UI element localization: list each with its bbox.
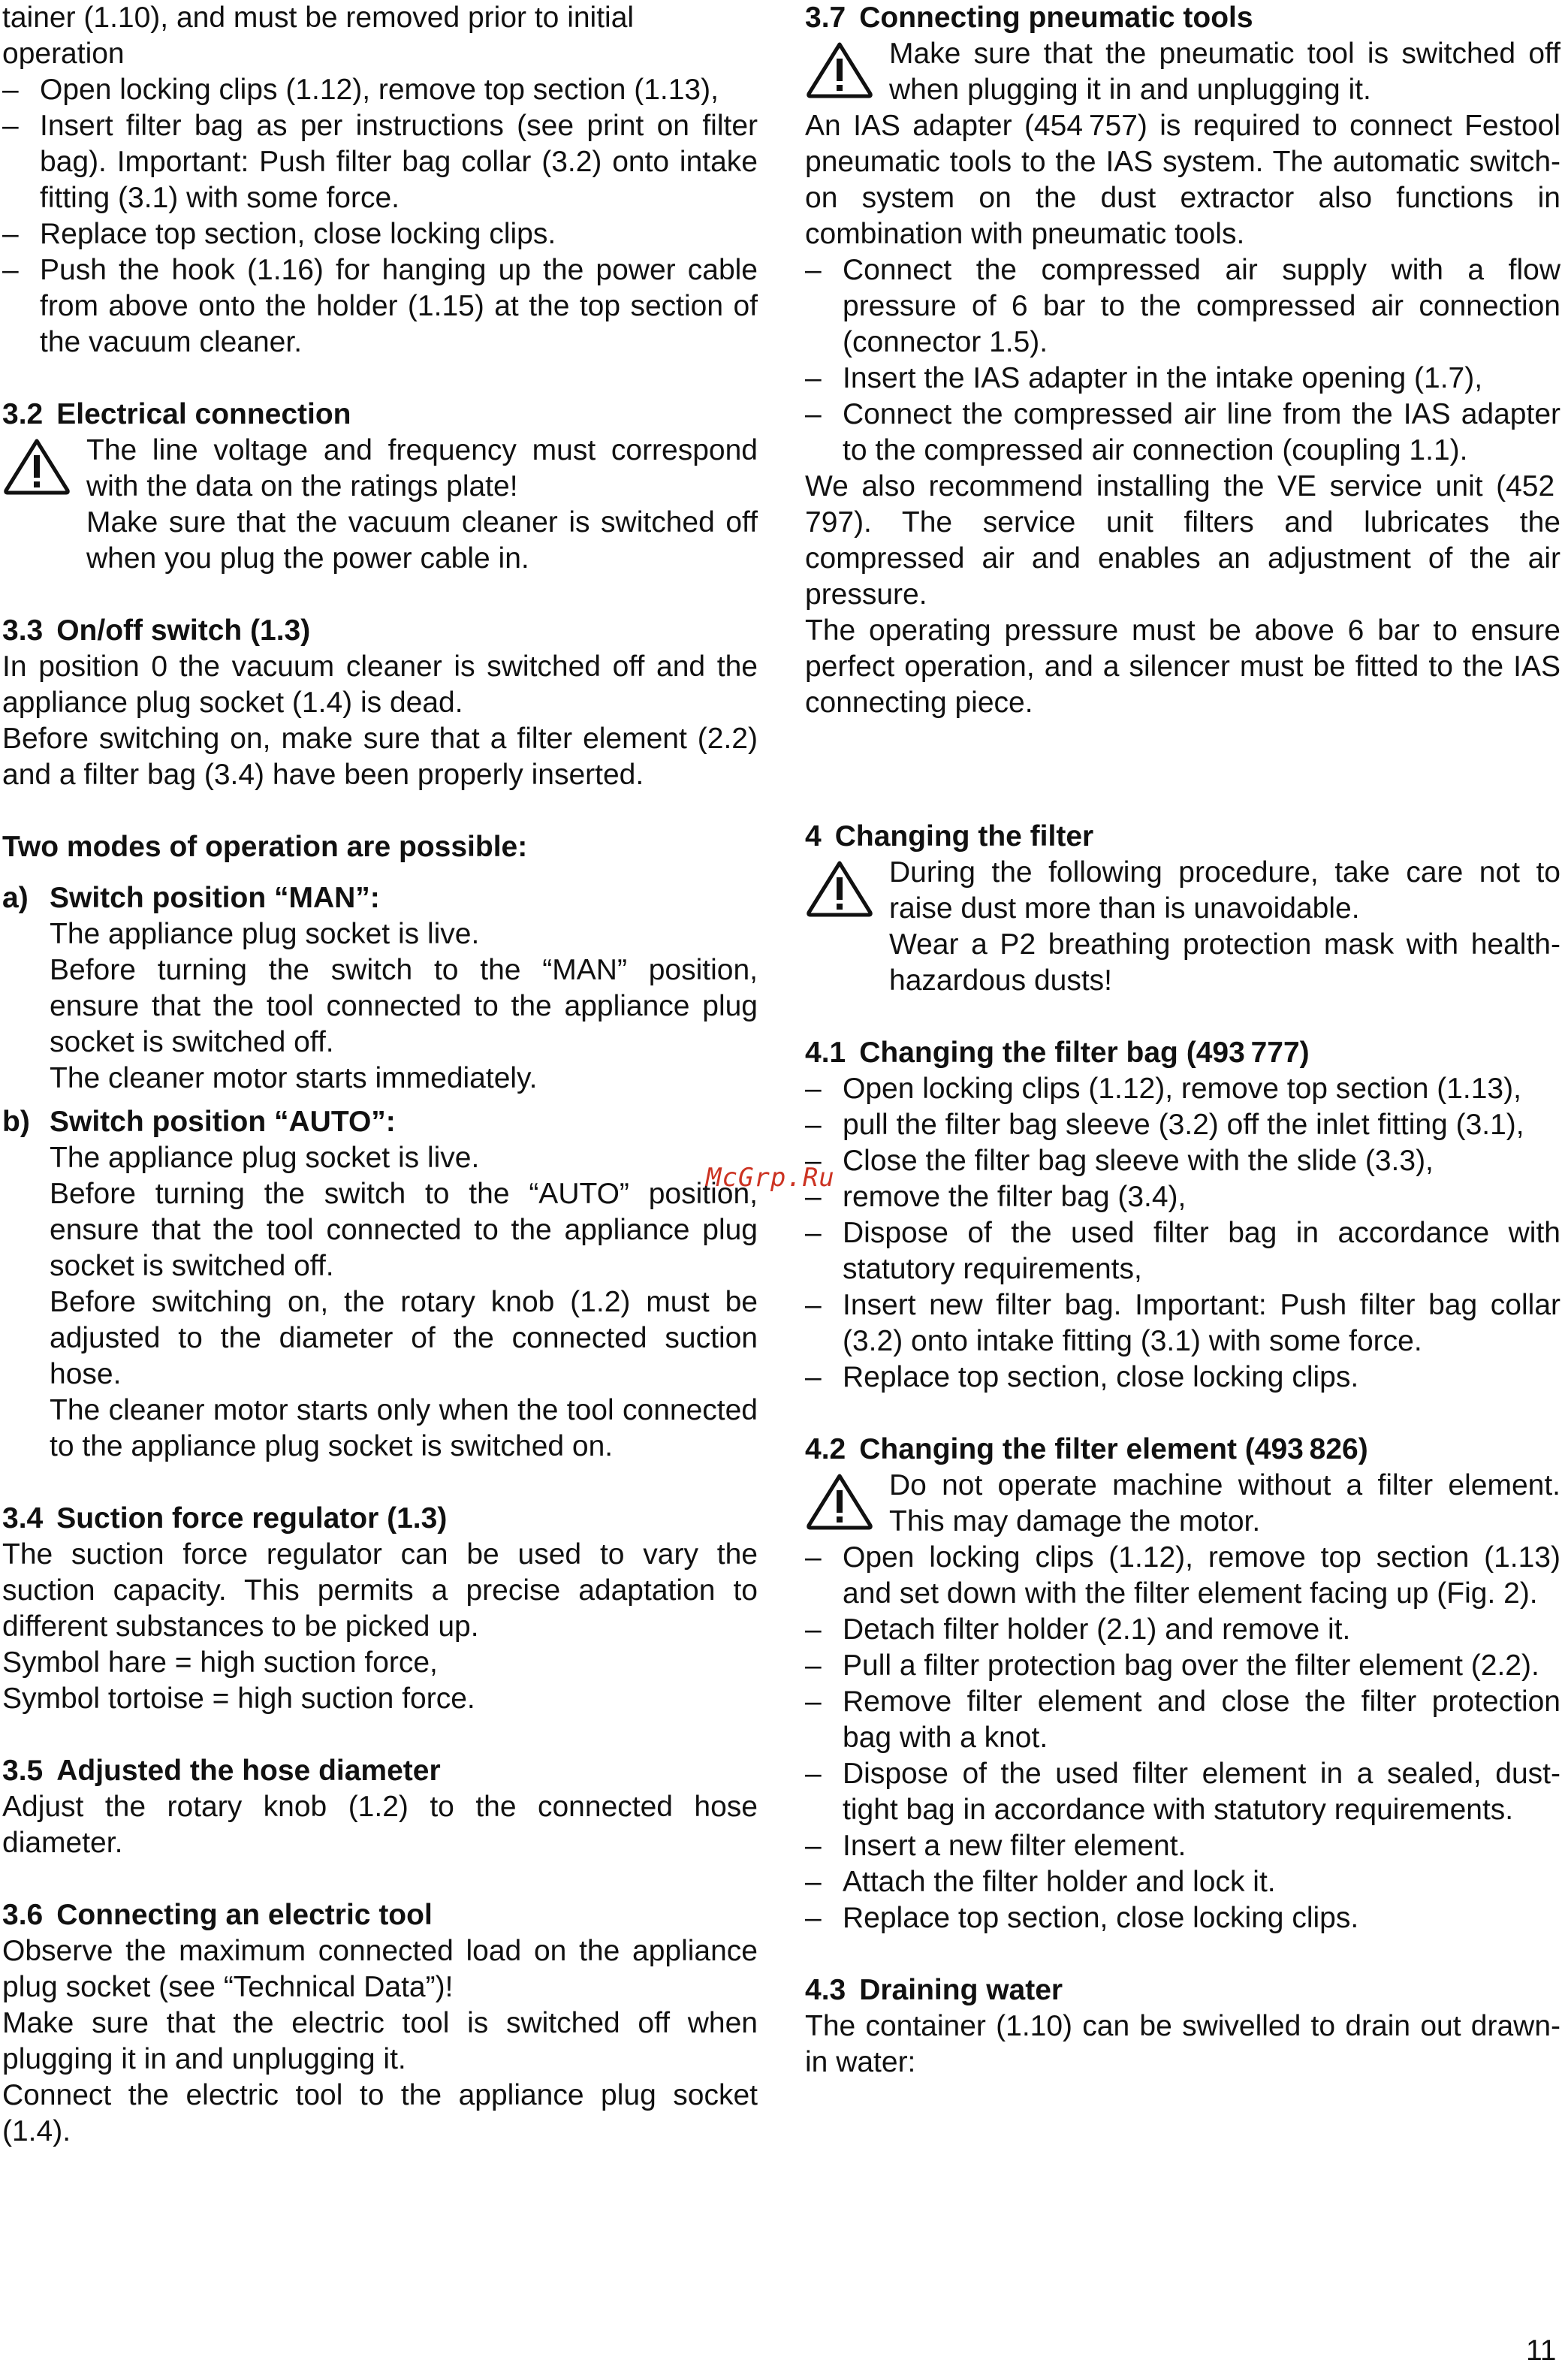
- mode-title: Switch position “AUTO”:: [50, 1106, 396, 1138]
- mode-label: b): [2, 1106, 30, 1138]
- paragraph: The suction force regulator can be used to vary the suction capacity. This permits a precise adaptation to different substances to be picked up.: [2, 1538, 758, 1643]
- list-item: – Detach filter holder (2.1) and remove it.: [805, 1612, 1560, 1648]
- list-item: – Replace top section, close locking clips.: [805, 1360, 1560, 1396]
- section-heading-3-3: 3.3 On/off switch (1.3): [2, 614, 311, 647]
- intro-line: operation: [2, 38, 125, 70]
- list-item: – Insert the IAS adapter in the intake opening (1.7),: [805, 361, 1560, 397]
- warning-block: [805, 855, 1560, 999]
- list-item: – Remove filter element and close the filter protection bag with a knot.: [805, 1684, 1560, 1756]
- paragraph: We also recommend installing the VE service unit (452 797). The service unit filters and lubricates the compressed air and enables an adjustment of the air pressure.: [805, 470, 1560, 611]
- section-heading-3-6: 3.6 Connecting an electric tool: [2, 1899, 433, 1931]
- paragraph: Symbol tortoise = high suction force.: [2, 1682, 475, 1715]
- mode-text: Before switching on, the rotary knob (1.2) must be adjusted to the diameter of the connected suction hose.: [50, 1286, 758, 1390]
- warning-text: The line voltage and frequency must correspond with the data on the ratings plate!: [86, 434, 758, 502]
- modes-heading: Two modes of operation are possible:: [2, 831, 528, 863]
- list-item: – remove the filter bag (3.4),: [805, 1179, 1560, 1215]
- list-item: – Open locking clips (1.12), remove top section (1.13) and set down with the filter element facing up (Fig. 2).: [805, 1540, 1560, 1612]
- list-item: – Replace top section, close locking clips.: [2, 216, 758, 252]
- mode-title: Switch position “MAN”:: [50, 882, 380, 914]
- list-item: – Open locking clips (1.12), remove top section (1.13),: [805, 1071, 1560, 1107]
- warning-text: Do not operate machine without a filter element. This may damage the motor.: [889, 1469, 1560, 1538]
- list-item: – Dispose of the used filter element in a sealed, dust-tight bag in accordance with statutory requirements.: [805, 1756, 1560, 1828]
- list-item: – pull the filter bag sleeve (3.2) off the inlet fitting (3.1),: [805, 1107, 1560, 1143]
- list-item: – Insert filter bag as per instructions (see print on filter bag). Important: Push filter bag collar (3.2) onto intake fitting (3.1) with some force.: [2, 108, 758, 216]
- warning-block: [805, 36, 1560, 108]
- warning-triangle-icon: [805, 859, 874, 918]
- section-heading-4-2: 4.2 Changing the filter element (493 826): [805, 1433, 1368, 1465]
- section-heading-3-7: 3.7 Connecting pneumatic tools: [805, 2, 1253, 34]
- warning-text: During the following procedure, take care not to raise dust more than is unavoidable.: [889, 856, 1560, 925]
- paragraph: Adjust the rotary knob (1.2) to the connected hose diameter.: [2, 1791, 758, 1859]
- list-item: – Push the hook (1.16) for hanging up the power cable from above onto the holder (1.15) at the top section of the vacuum cleaner.: [2, 252, 758, 361]
- page-number: 11: [1526, 2334, 1557, 2367]
- paragraph: Symbol hare = high suction force,: [2, 1646, 438, 1679]
- mode-label: a): [2, 882, 29, 914]
- section-heading-3-5: 3.5 Adjusted the hose diameter: [2, 1755, 441, 1787]
- paragraph: Before switching on, make sure that a filter element (2.2) and a filter bag (3.4) have been properly inserted.: [2, 723, 758, 791]
- warning-text: Wear a P2 breathing protection mask with health-hazardous dusts!: [889, 928, 1560, 997]
- list-item: – Dispose of the used filter bag in accordance with statutory requirements,: [805, 1215, 1560, 1287]
- left-column: [2, 0, 758, 2150]
- mode-text: The appliance plug socket is live.: [50, 1142, 480, 1174]
- intro-line: tainer (1.10), and must be removed prior to initial: [2, 2, 635, 34]
- mode-text: Before turning the switch to the “AUTO” position, ensure that the tool connected to the appliance plug socket is switched off.: [50, 1178, 758, 1282]
- warning-block: [805, 1468, 1560, 1540]
- section-heading-3-2: 3.2 Electrical connection: [2, 398, 351, 430]
- paragraph: The operating pressure must be above 6 bar to ensure perfect operation, and a silencer must be fitted to the IAS connecting piece.: [805, 614, 1560, 719]
- warning-triangle-icon: [2, 437, 71, 496]
- section-heading-4-3: 4.3 Draining water: [805, 1974, 1063, 2006]
- watermark: McGrp.Ru: [706, 1163, 835, 1193]
- list-item: – Replace top section, close locking clips.: [805, 1900, 1560, 1936]
- paragraph: Connect the electric tool to the appliance plug socket (1.4).: [2, 2079, 758, 2147]
- section-heading-4: 4 Changing the filter: [805, 820, 1094, 853]
- warning-triangle-icon: [805, 1472, 874, 1531]
- mode-text: The appliance plug socket is live.: [50, 918, 480, 950]
- section-heading-4-1: 4.1 Changing the filter bag (493 777): [805, 1037, 1310, 1069]
- section-heading-3-4: 3.4 Suction force regulator (1.3): [2, 1502, 448, 1535]
- paragraph: In position 0 the vacuum cleaner is switched off and the appliance plug socket (1.4) is dead.: [2, 650, 758, 719]
- list-item: – Connect the compressed air line from the IAS adapter to the compressed air connection (coupling 1.1).: [805, 397, 1560, 469]
- list-item: – Attach the filter holder and lock it.: [805, 1864, 1560, 1900]
- paragraph: The container (1.10) can be swivelled to drain out drawn-in water:: [805, 2010, 1560, 2078]
- mode-text: The cleaner motor starts only when the tool connected to the appliance plug socket is switched on.: [50, 1394, 758, 1462]
- mode-a: [2, 880, 758, 1097]
- paragraph: Observe the maximum connected load on the appliance plug socket (see “Technical Data”)!: [2, 1935, 758, 2003]
- list-item: – Close the filter bag sleeve with the slide (3.3),: [805, 1143, 1560, 1179]
- list-item: – Insert new filter bag. Important: Push filter bag collar (3.2) onto intake fitting (3.1) with some force.: [805, 1287, 1560, 1360]
- mode-text: The cleaner motor starts immediately.: [50, 1062, 538, 1094]
- right-column: [805, 0, 1560, 2081]
- list-item: – Insert a new filter element.: [805, 1828, 1560, 1864]
- paragraph: Make sure that the electric tool is switched off when plugging it in and unplugging it.: [2, 2007, 758, 2075]
- warning-triangle-icon: [805, 41, 874, 99]
- list-item: – Connect the compressed air supply with a flow pressure of 6 bar to the compressed air connection (connector 1.5).: [805, 252, 1560, 361]
- mode-b: [2, 1104, 758, 1465]
- list-item: – Open locking clips (1.12), remove top section (1.13),: [2, 72, 758, 108]
- paragraph: An IAS adapter (454 757) is required to connect Festool pneumatic tools to the IAS system. The automatic switch-on system on the dust extractor also functions in combination with pneumatic tools.: [805, 110, 1560, 250]
- warning-text: Make sure that the vacuum cleaner is switched off when you plug the power cable in.: [86, 506, 758, 575]
- list-item: – Pull a filter protection bag over the filter element (2.2).: [805, 1648, 1560, 1684]
- mode-text: Before turning the switch to the “MAN” position, ensure that the tool connected to the appliance plug socket is switched off.: [50, 954, 758, 1058]
- warning-block: [2, 433, 758, 577]
- warning-text: Make sure that the pneumatic tool is switched off when plugging it in and unplugging it.: [889, 38, 1560, 106]
